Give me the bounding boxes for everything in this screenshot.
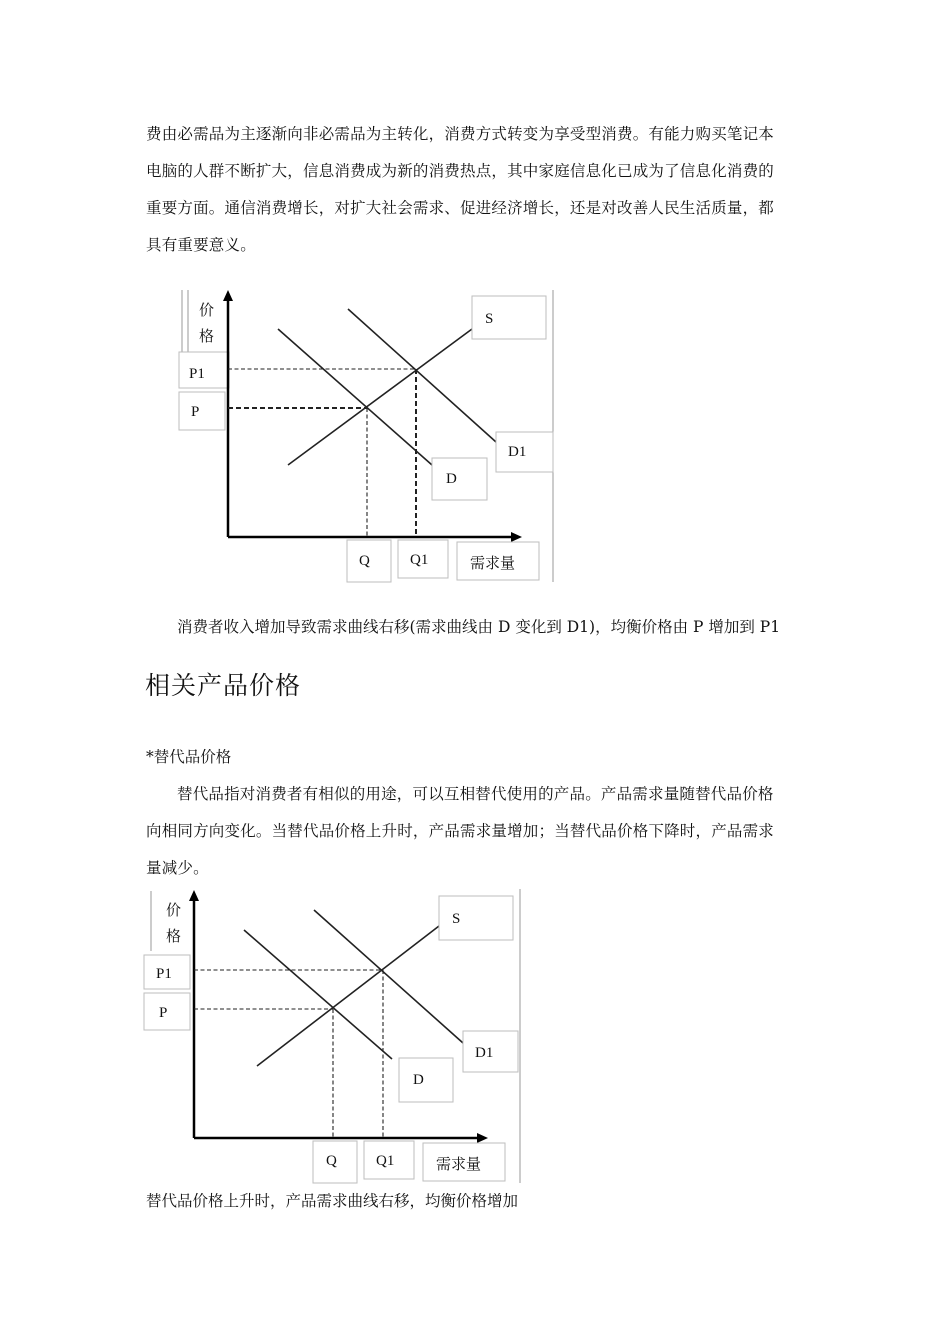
demand-curve-d [244,930,392,1059]
x-axis-arrow [477,1133,488,1143]
intro-line: 电脑的人群不断扩大，信息消费成为新的消费热点，其中家庭信息化已成为了信息化消费的 [146,162,775,180]
section-line: 量减少。 [146,859,209,877]
d-label-box [399,1058,453,1102]
y-axis-label-char1: 价 [199,303,215,319]
q-label: Q [326,1153,337,1169]
section-line: 替代品指对消费者有相似的用途，可以互相替代使用的产品。产品需求量随替代品价格 [177,785,774,803]
q-label: Q [359,553,370,569]
s-label: S [452,911,461,927]
p1-label: P1 [189,366,205,382]
section-paragraph [146,776,808,887]
figure1-caption: 消费者收入增加导致需求曲线右移(需求曲线由 D 变化到 D1)，均衡价格由 P 增加到 P1 [177,618,781,636]
d1-label: D1 [508,444,527,460]
section-heading: 相关产品价格 [145,671,302,700]
p-label-box [179,392,225,430]
d-label: D [446,471,457,487]
section-line: 向相同方向变化。当替代品价格上升时，产品需求量增加；当替代品价格下降时，产品需求 [146,822,775,840]
intro-paragraph [146,116,808,264]
x-axis-label: 需求量 [436,1157,482,1173]
supply-curve [257,926,439,1066]
q1-label: Q1 [376,1153,395,1169]
demand-curve-d [278,329,432,465]
x-axis-label: 需求量 [470,556,516,572]
d1-label: D1 [475,1045,494,1061]
figure2-caption: 替代品价格上升时，产品需求曲线右移，均衡价格增加 [146,1192,519,1210]
y-axis-label-char2: 格 [199,329,215,345]
intro-line: 重要方面。通信消费增长，对扩大社会需求、促进经济增长，还是对改善人民生活质量，都 [146,199,775,217]
x-axis-arrow [511,532,522,542]
y-axis-arrow [189,890,199,901]
intro-line: 费由必需品为主逐渐向非必需品为主转化，消费方式转变为享受型消费。有能力购买笔记本 [146,125,775,143]
p-label: P [159,1005,168,1021]
s-label-box [439,896,513,940]
d-label: D [413,1072,424,1088]
s-label: S [485,311,494,327]
section-subheading: *替代品价格 [146,748,232,766]
supply-curve [288,329,472,465]
s-label-box [472,296,546,339]
y-axis-arrow [223,290,233,301]
y-axis-label-char1: 价 [166,903,182,919]
p1-label: P1 [156,966,172,982]
d-label-box [432,458,487,500]
demand-shift-diagram-2 [137,883,537,1188]
q1-label: Q1 [410,552,429,568]
intro-line: 具有重要意义。 [146,236,256,254]
demand-shift-diagram-1 [170,282,570,587]
p-label: P [191,404,200,420]
y-axis-label-char2: 格 [166,929,182,945]
